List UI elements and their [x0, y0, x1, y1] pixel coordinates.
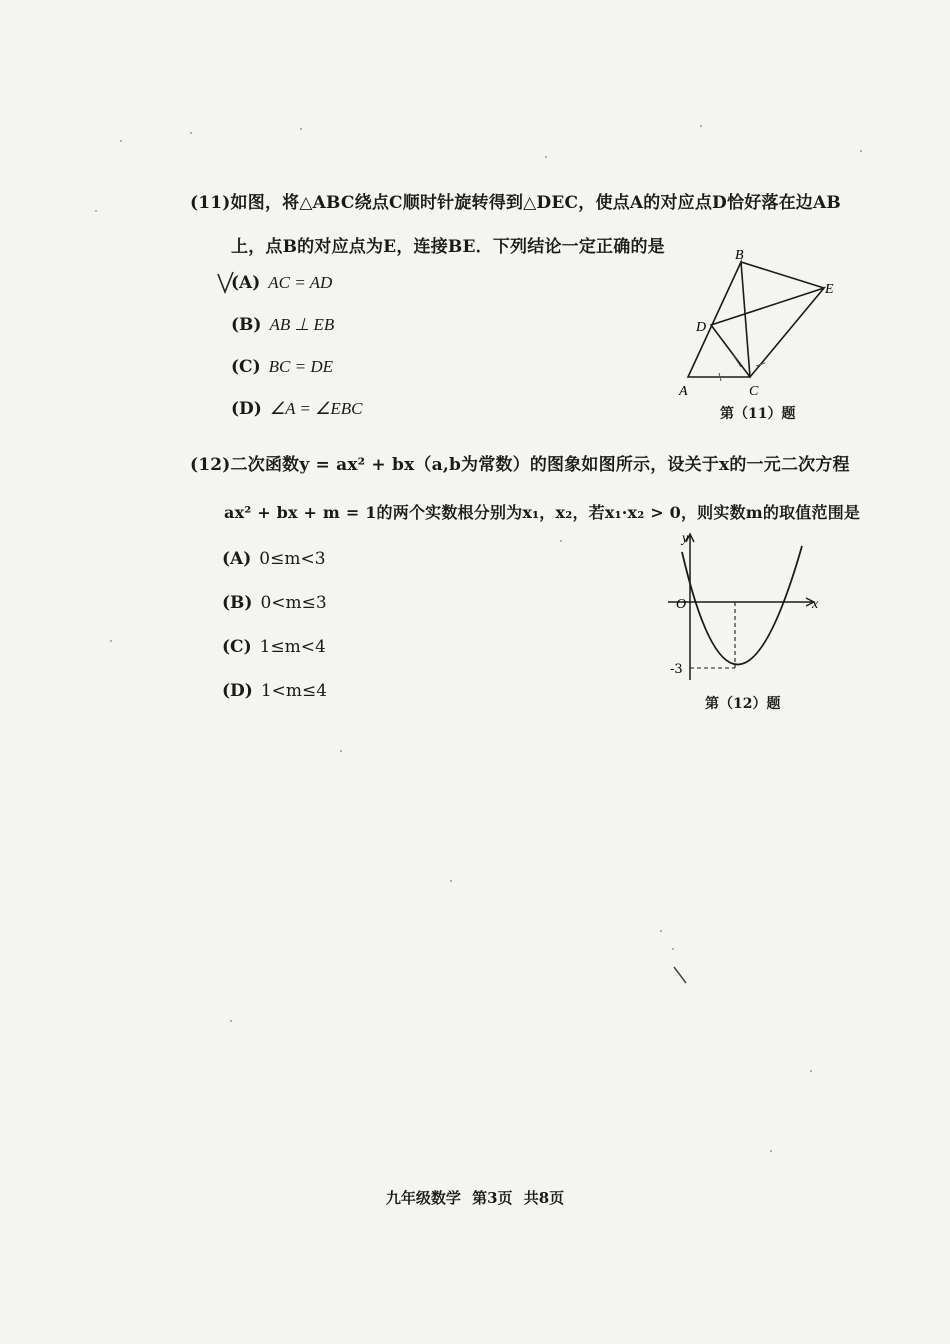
q12-line2: ax² + bx + m = 1的两个实数根分别为x₁，x₂，若x₁·x₂ > 0，则实数m的取值范围是: [224, 503, 861, 522]
q11-option-a: (A) AC = AD: [231, 273, 333, 293]
q11-figure-caption: 第（11）题: [720, 406, 796, 422]
page-footer: [0, 1187, 950, 1208]
q12-option-b: (B) 0<m≤3: [222, 593, 327, 613]
triangle-dec: [711, 288, 824, 377]
q11-option-c: (C) BC = DE: [231, 357, 333, 377]
q11-line2: 上，点B的对应点为E，连接BE．下列结论一定正确的是: [231, 237, 665, 257]
x-axis-label: x: [812, 597, 819, 612]
point-b-label: B: [735, 248, 744, 263]
q11-option-d: (D) ∠A = ∠EBC: [231, 399, 363, 419]
segment-be: [741, 262, 824, 288]
parabola-curve: [682, 546, 802, 665]
q11-option-b: (B) AB ⊥ EB: [231, 315, 335, 335]
q12-option-c: (C) 1≤m<4: [222, 637, 326, 657]
q12-figure: [660, 530, 830, 690]
scan-mark: [672, 965, 692, 985]
q12-option-d: (D) 1<m≤4: [222, 681, 328, 701]
point-c-label: C: [749, 384, 759, 399]
q12-option-a: (A) 0≤m<3: [222, 549, 326, 569]
footer-subject: 九年级数学: [385, 1189, 461, 1207]
footer-page: 第3页: [472, 1189, 513, 1207]
point-d-label: D: [696, 320, 707, 335]
y-axis-label: y: [682, 531, 689, 546]
q11-figure: [675, 245, 835, 399]
q11-line1: (11)如图，将△ABC绕点C顺时针旋转得到△DEC，使点A的对应点D恰好落在边AB: [190, 193, 841, 213]
q12-figure-caption: 第（12）题: [705, 696, 781, 712]
footer-total: 共8页: [523, 1189, 565, 1207]
point-e-label: E: [825, 282, 834, 297]
q12-line1: (12)二次函数y = ax² + bx（a,b为常数）的图象如图所示，设关于x的一元二次方程: [190, 455, 850, 475]
origin-label: O: [676, 597, 687, 612]
min-value-label: -3: [670, 662, 683, 677]
point-a-label: A: [679, 384, 688, 399]
